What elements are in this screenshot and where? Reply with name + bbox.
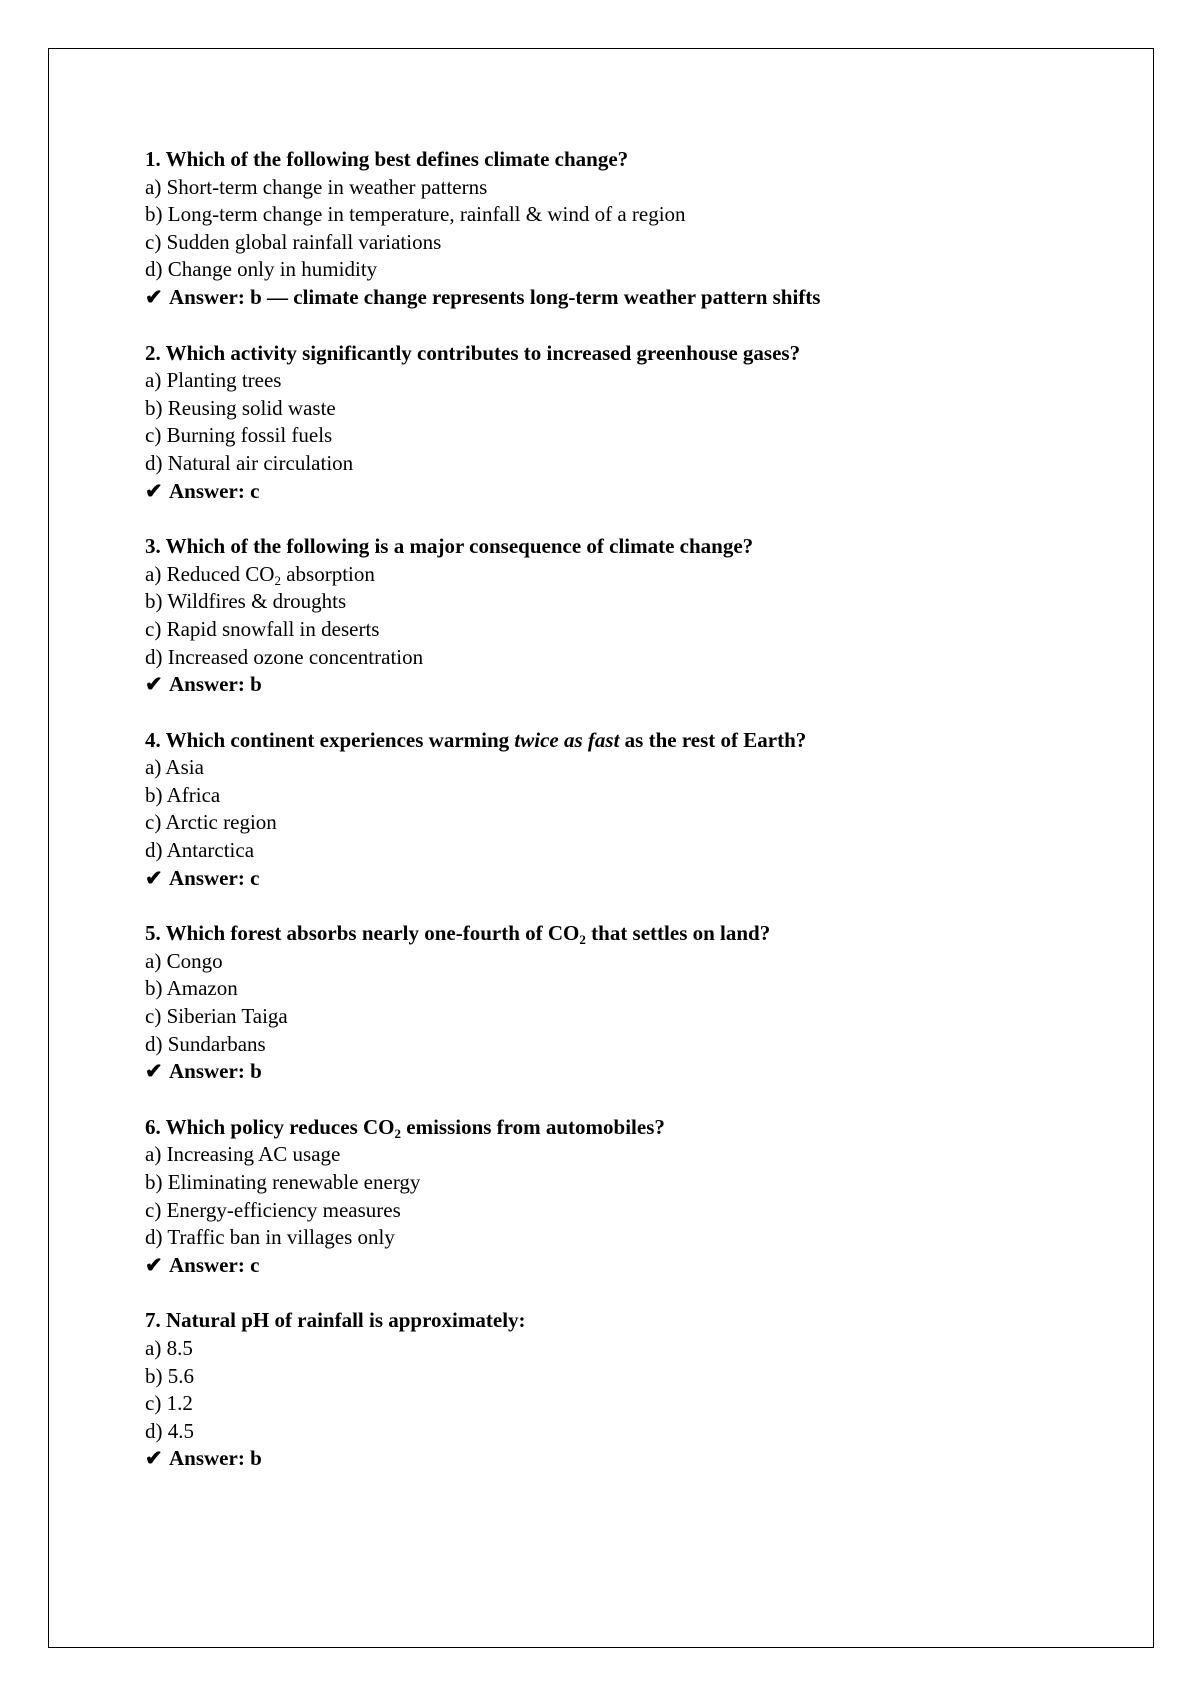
check-icon: ✔: [145, 1446, 163, 1471]
question-5: [145, 920, 1105, 1086]
question-text-prefix: Which forest absorbs nearly one-fourth of CO: [165, 921, 580, 946]
option-d: d) Traffic ban in villages only: [145, 1225, 395, 1250]
option-a: a) Asia: [145, 755, 204, 780]
answer-line: [145, 1058, 1105, 1086]
question-number: 2.: [145, 340, 161, 365]
question-number: 6.: [145, 1114, 161, 1139]
question-1: [145, 146, 1105, 312]
answer-line: [145, 1445, 1105, 1473]
question-7: [145, 1307, 1105, 1473]
option-c: c) 1.2: [145, 1391, 193, 1416]
answer-line: [145, 1252, 1105, 1280]
option-a-prefix: a) Reduced CO: [145, 561, 275, 586]
question-title: [145, 1307, 1105, 1335]
option-a: a) Planting trees: [145, 368, 282, 393]
question-number: 1.: [145, 147, 161, 171]
answer-text: Answer: c: [169, 478, 260, 503]
check-icon: ✔: [145, 1252, 163, 1277]
question-4: [145, 727, 1105, 893]
answer-text: Answer: b: [169, 1446, 262, 1471]
option-a-subscript: 2: [274, 572, 281, 588]
option-b: b) Long-term change in temperature, rainfall & wind of a region: [145, 202, 686, 227]
answer-text: Answer: b: [169, 672, 262, 697]
question-text-subscript: 2: [394, 1125, 401, 1141]
quiz-content: [145, 146, 1105, 1501]
question-number: 3.: [145, 534, 161, 559]
answer-line: [145, 478, 1105, 506]
option-a: a) Increasing AC usage: [145, 1142, 341, 1167]
option-b: b) Reusing solid waste: [145, 395, 336, 420]
question-text: Which activity significantly contributes to increased greenhouse gases?: [165, 340, 801, 365]
option-a: a) Congo: [145, 948, 223, 973]
option-d: d) 4.5: [145, 1418, 194, 1443]
answer-line: [145, 671, 1105, 699]
answer-text: Answer: b — climate change represents long-term weather pattern shifts: [169, 284, 821, 309]
question-2: [145, 340, 1105, 506]
question-title: [145, 1114, 1105, 1142]
question-text-emphasis: twice as fast: [514, 727, 620, 752]
question-title: [145, 920, 1105, 948]
question-number: 5.: [145, 921, 161, 946]
question-text-suffix: that settles on land?: [585, 921, 771, 946]
question-text-subscript: 2: [579, 932, 586, 948]
option-a: [145, 561, 1105, 589]
question-text-prefix: Which continent experiences warming: [165, 727, 515, 752]
question-title: [145, 146, 1105, 174]
question-text-prefix: Which policy reduces CO: [165, 1114, 395, 1139]
check-icon: ✔: [145, 672, 163, 697]
option-b: b) Amazon: [145, 976, 238, 1001]
answer-line: [145, 865, 1105, 893]
option-a-suffix: absorption: [280, 561, 375, 586]
option-d: d) Increased ozone concentration: [145, 644, 424, 669]
option-c: c) Arctic region: [145, 810, 277, 835]
option-d: d) Natural air circulation: [145, 450, 354, 475]
question-number: 7.: [145, 1308, 161, 1333]
check-icon: ✔: [145, 284, 163, 309]
option-d: d) Antarctica: [145, 838, 255, 863]
check-icon: ✔: [145, 1059, 163, 1084]
question-text: Natural pH of rainfall is approximately:: [166, 1308, 526, 1333]
question-6: [145, 1114, 1105, 1280]
option-c: c) Rapid snowfall in deserts: [145, 616, 380, 641]
option-c: c) Energy-efficiency measures: [145, 1197, 401, 1222]
question-text: Which of the following best defines climate change?: [165, 147, 629, 171]
question-text-suffix: emissions from automobiles?: [401, 1114, 665, 1139]
question-title: [145, 533, 1105, 561]
option-b: b) 5.6: [145, 1363, 194, 1388]
question-3: [145, 533, 1105, 699]
option-d: d) Change only in humidity: [145, 257, 378, 282]
answer-text: Answer: b: [169, 1059, 262, 1084]
question-title: [145, 727, 1105, 755]
question-number: 4.: [145, 727, 161, 752]
check-icon: ✔: [145, 865, 163, 890]
option-c: c) Sudden global rainfall variations: [145, 229, 442, 254]
option-b: b) Eliminating renewable energy: [145, 1170, 421, 1194]
question-title: [145, 340, 1105, 368]
option-c: c) Burning fossil fuels: [145, 423, 333, 448]
option-b: b) Wildfires & droughts: [145, 589, 347, 614]
question-text-suffix: as the rest of Earth?: [619, 727, 807, 752]
option-d: d) Sundarbans: [145, 1031, 266, 1056]
answer-line: [145, 284, 1105, 312]
answer-text: Answer: c: [169, 1252, 260, 1277]
answer-text: Answer: c: [169, 865, 260, 890]
check-icon: ✔: [145, 478, 163, 503]
option-b: b) Africa: [145, 782, 221, 807]
question-text: Which of the following is a major consequence of climate change?: [165, 534, 754, 559]
option-a: a) Short-term change in weather patterns: [145, 174, 488, 199]
option-c: c) Siberian Taiga: [145, 1004, 288, 1029]
option-a: a) 8.5: [145, 1335, 193, 1360]
